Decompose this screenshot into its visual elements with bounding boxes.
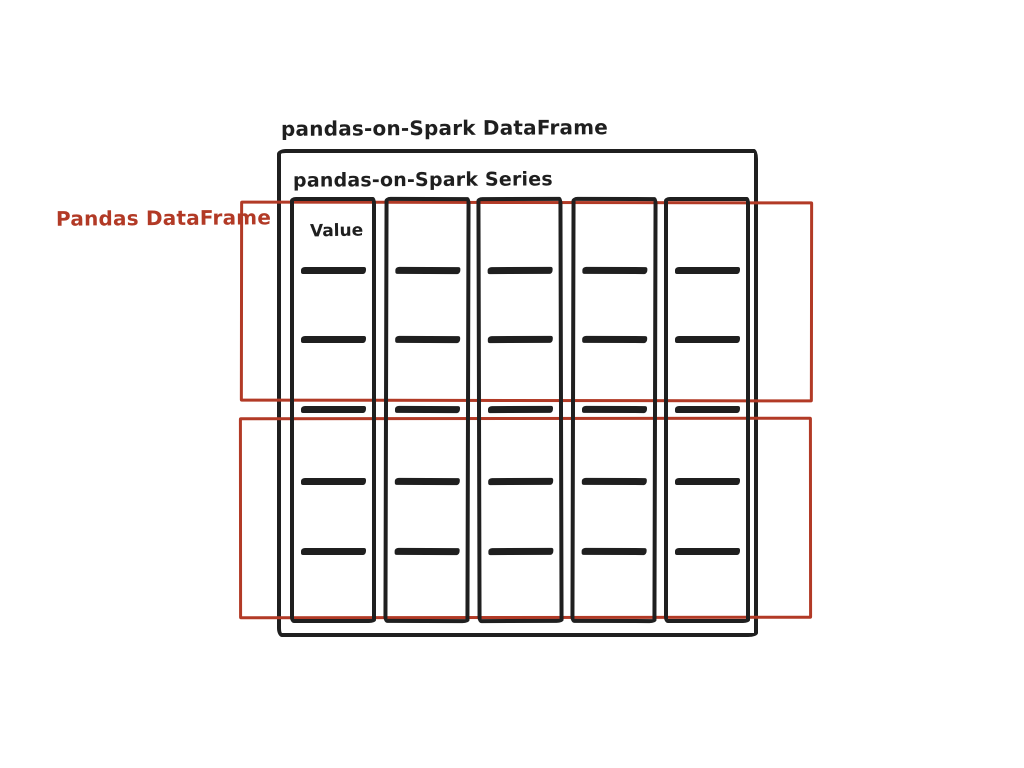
value-row-dash: [301, 406, 366, 413]
series-column: [383, 197, 470, 623]
value-row-dash: [582, 267, 647, 274]
value-row-dash: [488, 336, 553, 343]
value-row-dash: [301, 267, 366, 274]
series-column: [664, 197, 750, 623]
value-row-dash: [395, 336, 460, 343]
value-row-dash: [394, 548, 459, 555]
value-row-dash: [675, 478, 740, 485]
value-row-dash: [394, 478, 459, 485]
series-column: [476, 197, 563, 623]
series-columns: [290, 197, 750, 623]
value-row-dash: [675, 548, 740, 555]
value-row-dash: [395, 267, 460, 274]
value-row-dash: [394, 406, 459, 413]
value-row-dash: [488, 548, 553, 555]
value-row-dash: [675, 336, 740, 343]
value-row-dash: [301, 336, 366, 343]
pandas-on-spark-series-label: pandas-on-Spark Series: [292, 168, 553, 192]
value-row-dash: [301, 478, 366, 485]
pandas-on-spark-dataframe-label: pandas-on-Spark DataFrame: [280, 115, 609, 141]
series-column: [570, 197, 657, 623]
value-row-dash: [488, 267, 553, 274]
value-row-dash: [581, 478, 646, 485]
value-row-dash: [582, 336, 647, 343]
value-row-dash: [581, 406, 646, 413]
pandas-dataframe-label: Pandas DataFrame: [55, 205, 272, 231]
value-row-dash: [301, 548, 366, 555]
value-row-dash: [581, 548, 646, 555]
value-row-dash: [675, 267, 740, 274]
value-row-dash: [488, 478, 553, 485]
value-row-dash: [675, 406, 740, 413]
value-row-dash: [488, 406, 553, 413]
series-column: [290, 197, 376, 623]
value-column-label: Value: [309, 220, 364, 242]
